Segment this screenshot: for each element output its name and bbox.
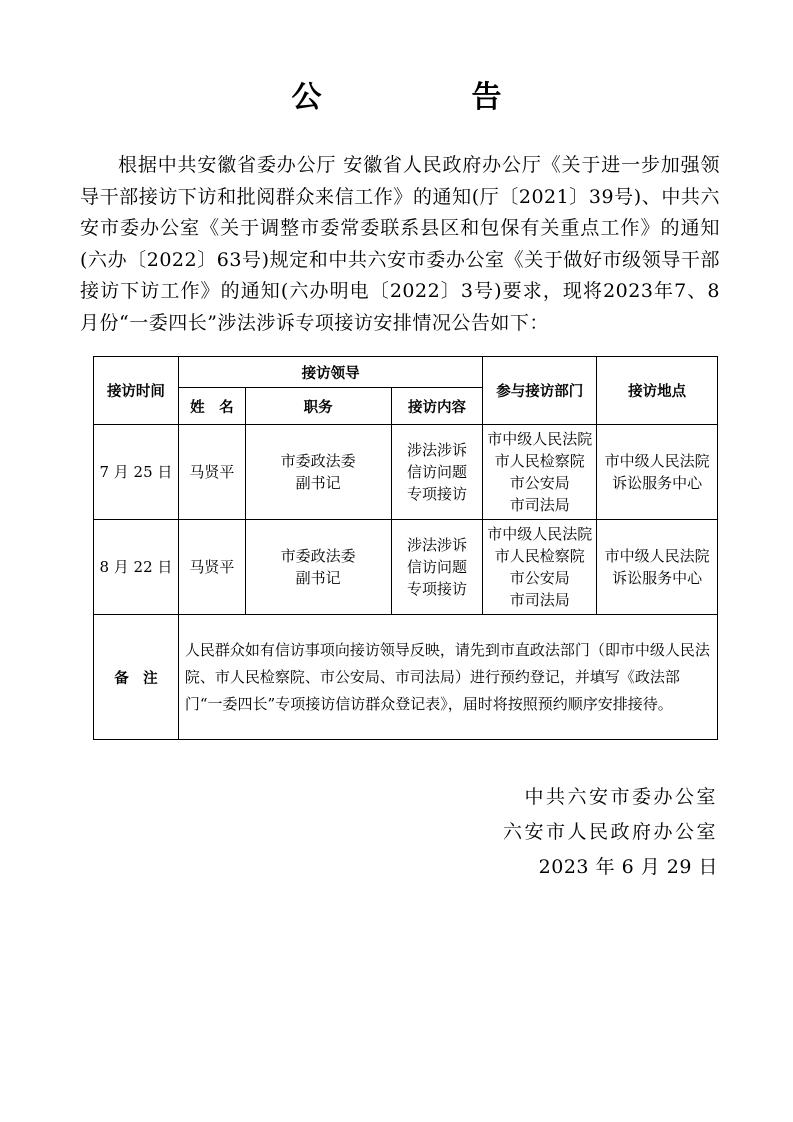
content-line: 专项接访 [406, 580, 467, 598]
cell-location [597, 520, 718, 615]
location-line: 诉讼服务中心 [612, 569, 703, 587]
header-content: 接访内容 [391, 388, 483, 425]
department-line: 市司法局 [509, 591, 570, 609]
header-time: 接访时间 [94, 357, 179, 425]
department-line: 市公安局 [509, 569, 570, 587]
cell-name: 马贤平 [178, 520, 245, 615]
cell-position [245, 520, 391, 615]
location-line: 市中级人民法院 [604, 547, 710, 565]
signature-org-party: 中共六安市委办公室 [524, 786, 718, 808]
content-line: 涉法涉诉 [406, 441, 467, 459]
department-line: 市人民检察院 [494, 547, 585, 565]
cell-departments [483, 520, 597, 615]
content-line: 信访问题 [406, 558, 467, 576]
department-line: 市司法局 [509, 496, 570, 514]
header-position: 职务 [245, 388, 391, 425]
position-line: 副书记 [295, 569, 341, 587]
cell-date: 7 月 25 日 [94, 425, 179, 520]
location-line: 诉讼服务中心 [612, 474, 703, 492]
cell-date: 8 月 22 日 [94, 520, 179, 615]
table-row [94, 425, 718, 520]
header-location: 接访地点 [597, 357, 718, 425]
position-line: 副书记 [295, 474, 341, 492]
note-text: 人民群众如有信访事项向接访领导反映，请先到市直政法部门（即市中级人民法院、市人民检察院、市公安局、市司法局）进行预约登记，并填写《政法部门“一委四长”专项接访信访群众登记表》，届时将按照预约顺序安排接待。 [178, 615, 717, 740]
content-line: 涉法涉诉 [406, 536, 467, 554]
page-title: 公 告 [291, 80, 562, 115]
header-departments: 参与接访部门 [483, 357, 597, 425]
cell-content [391, 520, 483, 615]
header-leader-group: 接访领导 [178, 357, 483, 388]
cell-location [597, 425, 718, 520]
location-line: 市中级人民法院 [604, 452, 710, 470]
cell-content [391, 425, 483, 520]
cell-departments [483, 425, 597, 520]
department-line: 市中级人民法院 [487, 525, 593, 543]
note-label: 备 注 [94, 615, 179, 740]
table-row [94, 520, 718, 615]
cell-position [245, 425, 391, 520]
department-line: 市人民检察院 [494, 452, 585, 470]
signature-date: 2023 年 6 月 29 日 [538, 856, 718, 878]
signature-org-government: 六安市人民政府办公室 [502, 821, 718, 843]
header-name: 姓 名 [178, 388, 245, 425]
department-line: 市中级人民法院 [487, 430, 593, 448]
content-line: 信访问题 [406, 463, 467, 481]
position-line: 市委政法委 [280, 547, 356, 565]
department-line: 市公安局 [509, 474, 570, 492]
note-row [94, 615, 718, 740]
schedule-table [93, 356, 718, 740]
position-line: 市委政法委 [280, 452, 356, 470]
content-line: 专项接访 [406, 485, 467, 503]
cell-name: 马贤平 [178, 425, 245, 520]
announcement-body: 根据中共安徽省委办公厅 安徽省人民政府办公厅《关于进一步加强领导干部接访下访和批阅群众来信工作》的通知(厅〔2021〕39号)、中共六安市委办公室《关于调整市委常委联系县区和包保有关重点工作》的通知(六办〔2022〕63号)规定和中共六安市委办公室《关于做好市级领导干部接访下访工作》的通知(六办明电〔2022〕3号)要求，现将2023年7、8月份“一委四长”涉法涉诉专项接访安排情况公告如下： [80, 154, 720, 334]
